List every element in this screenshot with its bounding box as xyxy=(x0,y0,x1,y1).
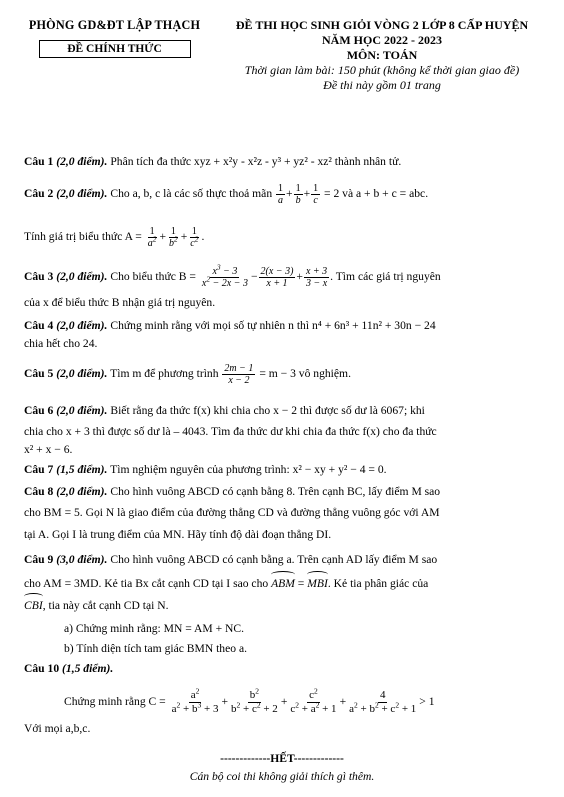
angle-mbi: MBI xyxy=(307,577,328,590)
footer-note: Cán bộ coi thi không giải thích gì thêm. xyxy=(189,770,375,783)
pages-note: Đề thi này gồm 01 trang xyxy=(323,78,441,92)
question-3: Câu 3 (2,0 điểm). Cho biểu thức B = $\frac{x^3 - 3}{x^2 - 2x - 3}$ − $\frac{2(x - 3)}{x + 1}$ + $\frac{x + 3}{3 - x}$ . Tìm các giá trị nguyên xyxy=(24,262,441,289)
q8-line-1: Cho hình vuông ABCD có cạnh bằng 8. Trên cạnh BC, lấy điểm M sao xyxy=(110,485,441,498)
question-2: Câu 2 (2,0 điểm). Cho a, b, c là các số thực thoả mãn $\frac{1}{a}$ + $\frac{1}{b}$ + $\frac{1}{c}$ = 2 và a + b + c = abc. xyxy=(24,183,429,206)
q5-label: Câu 5 (2,0 điểm). xyxy=(24,367,108,381)
q10-frac-1: $\frac{a^2}{a^2 + b^3 + 3}$ xyxy=(171,686,219,715)
q2-text-a: Cho a, b, c là các số thực thoả mãn xyxy=(110,187,273,201)
question-10-line-3 xyxy=(24,720,546,737)
q6-line-2: chia cho x + 3 thì được số dư là – 4043. Tìm đa thức dư khi chia đa thức f(x) cho đa thức xyxy=(24,425,437,438)
question-7 xyxy=(24,461,546,478)
question-6-line-2 xyxy=(24,423,546,440)
subject: MÔN: TOÁN xyxy=(346,48,418,62)
q2-frac-1-over-b: $\frac{1}{b}$ xyxy=(295,183,301,206)
question-8-line-2 xyxy=(24,504,546,521)
q8-line-2: cho BM = 5. Gọi N là giao điểm của đường thẳng CD và đường thẳng vuông góc với AM xyxy=(24,506,440,519)
q2-frac-1-over-c2: $\frac{1}{c^2}$ xyxy=(190,226,199,249)
end-marker: -------------HẾT------------- xyxy=(220,752,344,765)
question-9 xyxy=(24,551,546,568)
header-right xyxy=(212,18,552,93)
question-9-line-3 xyxy=(24,597,546,614)
time-note: Thời gian làm bài: 150 phút (không kể thời gian giao đề) xyxy=(244,63,520,77)
q6-line-1: Biết rằng đa thức f(x) khi chia cho x − 2 thì được số dư là 6067; khi xyxy=(110,404,425,417)
q6-label: Câu 6 (2,0 điểm). xyxy=(24,404,108,417)
q3-frac-1: $\frac{x^3 - 3}{x^2 - 2x - 3}$ xyxy=(201,262,248,289)
q2-text-b: Tính giá trị biểu thức A = xyxy=(24,230,142,244)
q8-label: Câu 8 (2,0 điểm). xyxy=(24,485,108,498)
q2-frac-1-over-a2: $\frac{1}{a^2}$ xyxy=(147,226,157,249)
q2-frac-1-over-b2: $\frac{1}{b^2}$ xyxy=(169,226,178,249)
question-1 xyxy=(24,153,546,170)
q3-line-2: của x để biểu thức B nhận giá trị nguyên. xyxy=(24,296,216,309)
q2-frac-1-over-a: $\frac{1}{a}$ xyxy=(278,183,284,206)
q5-text-b: = m − 3 vô nghiệm. xyxy=(259,367,351,381)
q9-part-a: a) Chứng minh rằng: MN = AM + NC. xyxy=(64,622,245,635)
question-8-line-3 xyxy=(24,526,546,543)
q9-line-2b: . Kẻ tia phân giác của xyxy=(327,577,429,590)
header-left xyxy=(22,18,207,58)
q7-label: Câu 7 (1,5 điểm). xyxy=(24,463,108,476)
question-9-part-b xyxy=(64,640,564,657)
q1-text: Phân tích đa thức xyz + x²y - x²z - y³ + yz² - xz² thành nhân tử. xyxy=(110,155,402,168)
q3-text-b: . Tìm các giá trị nguyên xyxy=(330,270,441,284)
question-6 xyxy=(24,402,546,419)
question-10 xyxy=(24,660,546,677)
q5-text-a: Tìm m để phương trình xyxy=(110,367,219,381)
q9-line-1: Cho hình vuông ABCD có cạnh bằng a. Trên cạnh AD lấy điểm M sao xyxy=(110,553,438,566)
angle-cbi: CBI xyxy=(24,599,43,612)
q3-text-a: Cho biểu thức B = xyxy=(110,270,196,284)
q8-line-3: tại A. Gọi I là trung điểm của MN. Hãy tính độ dài đoạn thẳng DI. xyxy=(24,528,332,541)
q6-line-3: x² + x − 6. xyxy=(24,443,73,456)
q10-frac-3: $\frac{c^2}{c^2 + a^2 + 1}$ xyxy=(290,686,337,715)
q4-line-2: chia hết cho 24. xyxy=(24,337,98,350)
q2-frac-1-over-c: $\frac{1}{c}$ xyxy=(313,183,319,206)
q5-fraction: $\frac{2m - 1}{x - 2}$ xyxy=(224,363,254,386)
department-name: PHÒNG GD&ĐT LẬP THẠCH xyxy=(28,18,201,32)
question-5 xyxy=(24,363,546,386)
q10-prove: Chứng minh rằng C = xyxy=(64,695,166,709)
question-10-formula: Chứng minh rằng C = $\frac{a^2}{a^2 + b^3 + 3}$ + $\frac{b^2}{b^2 + c^2 + 2}$ + $\frac{c^2}{c^2 + a^2 + 1}$ + $\frac{4}{a^2 + b^2 + c^2 + 1}$ > 1 xyxy=(64,686,435,715)
question-2-line-2: Tính giá trị biểu thức A = $\frac{1}{a^2}$ + $\frac{1}{b^2}$ + $\frac{1}{c^2}$ . xyxy=(24,226,205,249)
angle-abm: ABM xyxy=(271,577,295,590)
q9-line-2a: cho AM = 3MD. Kẻ tia Bx cắt cạnh CD tại I sao cho xyxy=(24,577,269,590)
q4-text: Chứng minh rằng với mọi số tự nhiên n thì n⁴ + 6n³ + 11n² + 30n − 24 xyxy=(110,319,436,332)
q10-for-all: Với mọi a,b,c. xyxy=(24,722,91,735)
school-year: NĂM HỌC 2022 - 2023 xyxy=(322,33,442,47)
question-9-line-2: cho AM = 3MD. Kẻ tia Bx cắt cạnh CD tại I sao cho ABM = MBI. Kẻ tia phân giác của xyxy=(24,577,429,590)
q3-label: Câu 3 (2,0 điểm). xyxy=(24,270,108,284)
q10-label: Câu 10 (1,5 điểm). xyxy=(24,662,114,675)
q3-frac-2: $\frac{2(x - 3)}{x + 1}$ xyxy=(260,266,294,289)
q2-eq-a: = 2 và a + b + c = abc. xyxy=(324,187,429,201)
q9-line-3: , tia này cắt cạnh CD tại N. xyxy=(42,599,169,612)
q10-gt: > 1 xyxy=(419,695,435,709)
question-3-line-2 xyxy=(24,294,546,311)
official-label-box: ĐỀ CHÍNH THỨC xyxy=(39,40,191,58)
question-8 xyxy=(24,483,546,500)
q2-label: Câu 2 (2,0 điểm). xyxy=(24,187,108,201)
question-9-part-a xyxy=(64,620,564,637)
q9-part-b: b) Tính diện tích tam giác BMN theo a. xyxy=(64,642,247,655)
q1-label: Câu 1 (2,0 điểm). xyxy=(24,155,108,168)
q7-text: Tìm nghiệm nguyên của phương trình: x² − xy + y² − 4 = 0. xyxy=(110,463,387,476)
q10-frac-4: $\frac{4}{a^2 + b^2 + c^2 + 1}$ xyxy=(349,689,417,715)
q10-frac-2: $\frac{b^2}{b^2 + c^2 + 2}$ xyxy=(231,686,278,715)
exam-title: ĐỀ THI HỌC SINH GIỎI VÒNG 2 LỚP 8 CẤP HUYỆN xyxy=(235,18,529,32)
question-4 xyxy=(24,317,546,334)
question-6-line-3 xyxy=(24,441,546,458)
question-4-line-2 xyxy=(24,335,546,352)
q9-label: Câu 9 (3,0 điểm). xyxy=(24,553,108,566)
q3-frac-3: $\frac{x + 3}{3 - x}$ xyxy=(305,266,328,289)
q4-label: Câu 4 (2,0 điểm). xyxy=(24,319,108,332)
